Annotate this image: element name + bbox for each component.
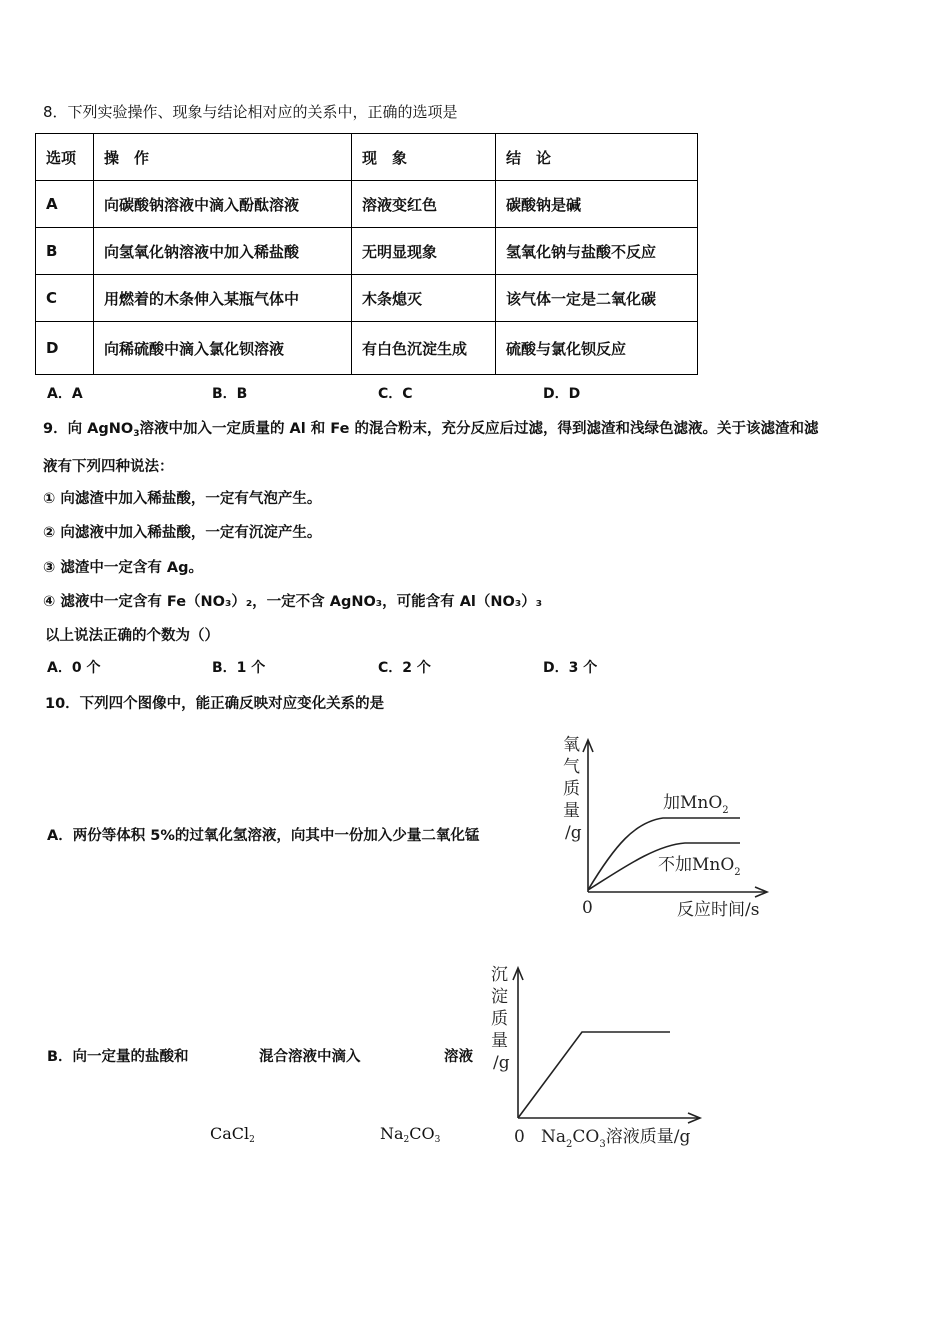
cell: 用燃着的木条伸入某瓶气体中 bbox=[94, 275, 352, 322]
cell: 木条熄灭 bbox=[352, 275, 496, 322]
graph-b bbox=[485, 960, 725, 1155]
q9-question: 以上说法正确的个数为（） bbox=[45, 628, 219, 644]
graph-b-ylabel-2: 质 bbox=[491, 1009, 508, 1029]
cell: 有白色沉淀生成 bbox=[352, 322, 496, 375]
cell: B bbox=[36, 228, 94, 275]
cell: 氢氧化钠与盐酸不反应 bbox=[496, 228, 698, 275]
graph-a-ylabel-4: /g bbox=[565, 823, 582, 843]
graph-b-ylabel-3: 量 bbox=[491, 1031, 508, 1051]
q9-line1-post: 溶液中加入一定质量的 Al 和 Fe 的混合粉末，充分反应后过滤，得到滤渣和浅绿色滤液。关于该滤渣和滤 bbox=[139, 421, 819, 437]
q9-statement-2: ② 向滤液中加入稀盐酸，一定有沉淀产生。 bbox=[43, 525, 322, 541]
q8-title: 8．下列实验操作、现象与结论相对应的关系中，正确的选项是 bbox=[43, 103, 458, 121]
table-row bbox=[36, 275, 698, 322]
graph-a-label-no-mno2: 不加MnO$_2$ bbox=[658, 855, 741, 878]
graph-a-curve-mno2 bbox=[588, 818, 740, 890]
graph-a-label-mno2: 加MnO$_2$ bbox=[663, 793, 729, 816]
q9-option-d[interactable]: D．3 个 bbox=[543, 660, 598, 676]
graph-b-line bbox=[518, 1032, 670, 1118]
q10-option-b-text2: 混合溶液中滴入 bbox=[259, 1049, 361, 1065]
q9-option-a[interactable]: A．0 个 bbox=[47, 660, 101, 676]
graph-a-ylabel-2: 质 bbox=[563, 779, 580, 799]
graph-b-origin: 0 bbox=[514, 1127, 525, 1147]
cell: 溶液变红色 bbox=[352, 181, 496, 228]
formula-cacl2: CaCl$_2$ bbox=[210, 1124, 255, 1145]
graph-b-ylabel-0: 沉 bbox=[491, 965, 508, 985]
cell: D bbox=[36, 322, 94, 375]
q8-option-a[interactable]: A．A bbox=[47, 386, 83, 402]
q9-line2: 液有下列四种说法： bbox=[43, 459, 174, 475]
q9-option-b[interactable]: B．1 个 bbox=[212, 660, 266, 676]
cell: 无明显现象 bbox=[352, 228, 496, 275]
cell: 该气体一定是二氧化碳 bbox=[496, 275, 698, 322]
q9-statement-1: ① 向滤渣中加入稀盐酸，一定有气泡产生。 bbox=[43, 491, 322, 507]
q8-option-c[interactable]: C．C bbox=[378, 386, 413, 402]
q10-option-b-text1[interactable]: B．向一定量的盐酸和 bbox=[47, 1049, 189, 1065]
graph-a-ylabel-3: 量 bbox=[563, 801, 580, 821]
cell: 硫酸与氯化钡反应 bbox=[496, 322, 698, 375]
q9-statement-3: ③ 滤渣中一定含有 Ag。 bbox=[43, 560, 203, 576]
header-option: 选项 bbox=[36, 134, 94, 181]
q10-title: 10．下列四个图像中，能正确反映对应变化关系的是 bbox=[45, 696, 385, 712]
q10-option-a-text[interactable]: A．两份等体积 5%的过氧化氢溶液，向其中一份加入少量二氧化锰 bbox=[47, 828, 480, 844]
graph-a-xlabel: 反应时间/s bbox=[677, 900, 760, 920]
graph-b-ylabel-1: 淀 bbox=[491, 987, 508, 1007]
graph-b-ylabel-4: /g bbox=[493, 1053, 510, 1073]
q8-table bbox=[35, 133, 698, 375]
table-row bbox=[36, 181, 698, 228]
table-row bbox=[36, 322, 698, 375]
table-header-row bbox=[36, 134, 698, 181]
q9-line1 bbox=[43, 417, 819, 439]
cell: 向氢氧化钠溶液中加入稀盐酸 bbox=[94, 228, 352, 275]
q8-option-b[interactable]: B．B bbox=[212, 386, 248, 402]
graph-a-ylabel-0: 氧 bbox=[563, 735, 580, 755]
graph-a-ylabel-1: 气 bbox=[563, 757, 580, 777]
cell: 向稀硫酸中滴入氯化钡溶液 bbox=[94, 322, 352, 375]
cell: 向碳酸钠溶液中滴入酚酞溶液 bbox=[94, 181, 352, 228]
cell: 碳酸钠是碱 bbox=[496, 181, 698, 228]
cell: A bbox=[36, 181, 94, 228]
formula-na2co3: $Na_2CO_3$ bbox=[380, 1124, 441, 1145]
graph-a-origin: 0 bbox=[582, 898, 593, 918]
header-operation: 操 作 bbox=[94, 134, 352, 181]
graph-b-xlabel: $Na_2CO_3$溶液质量/g bbox=[541, 1127, 691, 1150]
q9-line1-sub: 3 bbox=[133, 429, 140, 439]
q10-option-b-text3: 溶液 bbox=[444, 1049, 473, 1065]
q9-line1-pre: 9．向 AgNO bbox=[43, 421, 134, 437]
header-conclusion: 结 论 bbox=[496, 134, 698, 181]
cell: C bbox=[36, 275, 94, 322]
q8-option-d[interactable]: D．D bbox=[543, 386, 581, 402]
graph-a bbox=[555, 730, 790, 925]
header-phenomenon: 现 象 bbox=[352, 134, 496, 181]
q9-statement-4: ④ 滤液中一定含有 Fe（NO₃）₂，一定不含 AgNO₃，可能含有 Al（NO₃）₃ bbox=[43, 594, 543, 610]
q9-option-c[interactable]: C．2 个 bbox=[378, 660, 431, 676]
table-row bbox=[36, 228, 698, 275]
